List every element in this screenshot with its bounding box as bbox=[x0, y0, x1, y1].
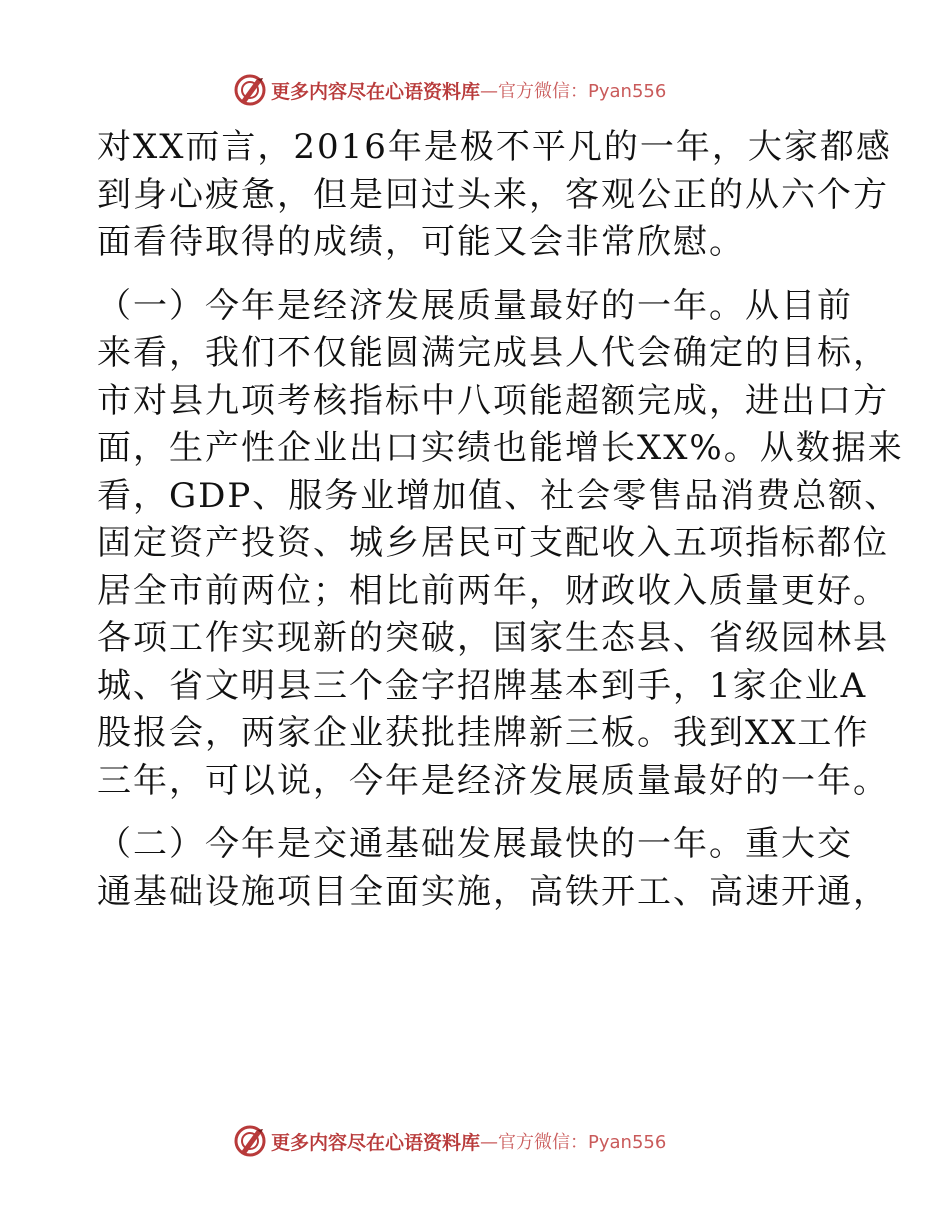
text-line: 城、省文明县三个金字招牌基本到手，1家企业A bbox=[97, 665, 868, 706]
text-line: 来看，我们不仅能圆满完成县人代会确定的目标， bbox=[97, 333, 889, 373]
text-line: （一）今年是经济发展质量最好的一年。从目前 bbox=[97, 285, 853, 326]
watermark-sub-text: —官方微信：Pyan556 bbox=[480, 1132, 667, 1153]
text-line: 看，GDP、服务业增加值、社会零售品消费总额、 bbox=[97, 475, 901, 516]
watermark-main-text: 更多内容尽在心语资料库 bbox=[271, 1131, 481, 1154]
watermark-main-text: 更多内容尽在心语资料库 bbox=[271, 80, 481, 103]
text-line: 三年，可以说，今年是经济发展质量最好的一年。 bbox=[97, 760, 889, 801]
text-line: 居全市前两位；相比前两年，财政收入质量更好。 bbox=[97, 570, 889, 611]
text-line: 通基础设施项目全面实施，高铁开工、高速开通， bbox=[97, 871, 889, 912]
paragraph-intro bbox=[97, 124, 892, 267]
paragraph-section-1 bbox=[97, 283, 904, 806]
text-line: 对XX而言，2016年是极不平凡的一年，大家都感 bbox=[97, 127, 892, 167]
footer-watermark bbox=[233, 1121, 666, 1161]
text-line: 面看待取得的成绩，可能又会非常欣慰。 bbox=[97, 222, 745, 262]
text-line: （二）今年是交通基础发展最快的一年。重大交 bbox=[97, 824, 853, 864]
text-line: 固定资产投资、城乡居民可支配收入五项指标都位 bbox=[97, 523, 889, 563]
text-line: 市对县九项考核指标中八项能超额完成，进出口方 bbox=[97, 380, 889, 421]
text-line: 股报会，两家企业获批挂牌新三板。我到XX工作 bbox=[97, 713, 870, 753]
pen-logo-icon bbox=[233, 73, 267, 107]
paragraph-section-2 bbox=[97, 821, 889, 916]
document-body bbox=[97, 124, 904, 916]
text-line: 各项工作实现新的突破，国家生态县、省级园林县 bbox=[97, 618, 889, 658]
text-line: 面，生产性企业出口实绩也能增长XX%。从数据来 bbox=[97, 428, 904, 468]
watermark-sub-text: —官方微信：Pyan556 bbox=[480, 81, 667, 102]
text-line: 到身心疲惫，但是回过头来，客观公正的从六个方 bbox=[97, 174, 889, 215]
pen-logo-icon bbox=[233, 1124, 267, 1158]
header-watermark bbox=[233, 70, 666, 110]
